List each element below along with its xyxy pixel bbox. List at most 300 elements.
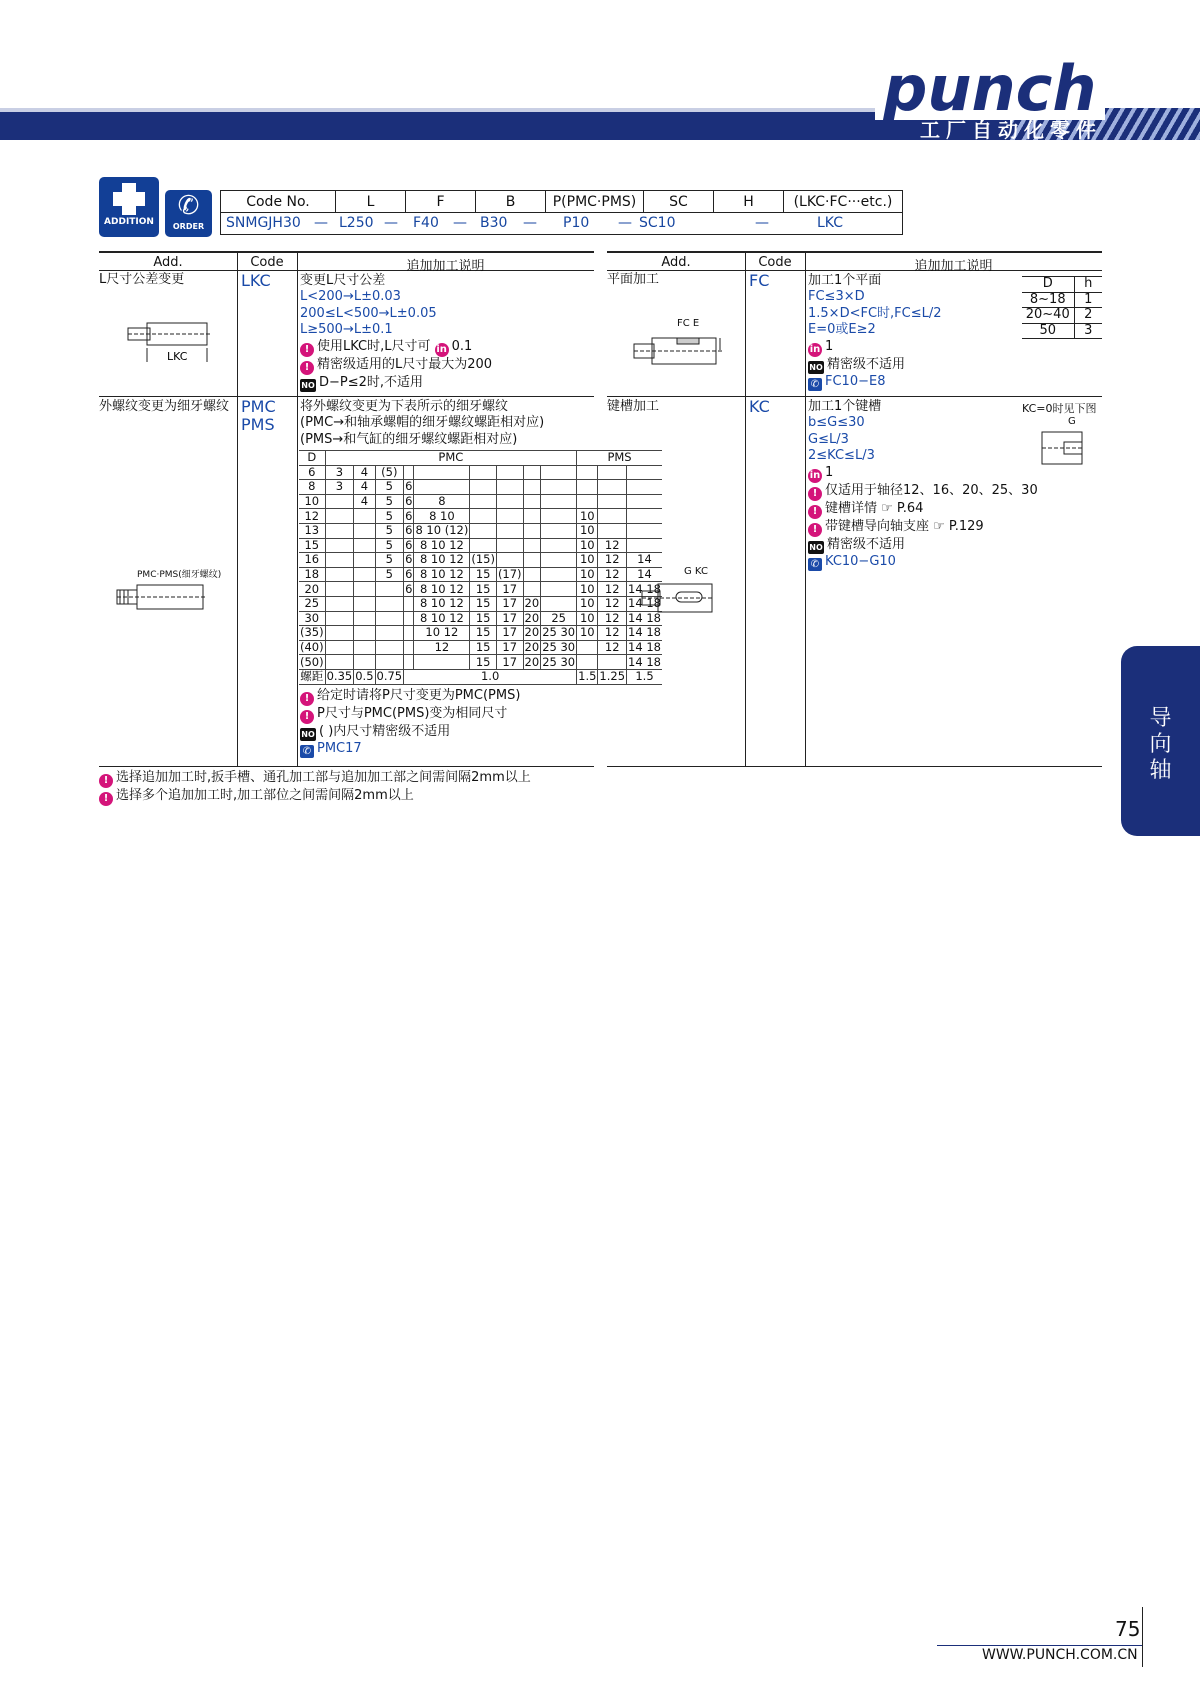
bottom-note: 选择追加加工时,扳手槽、通孔加工部与追加加工部之间需间隔2mm以上: [116, 770, 531, 785]
val-l: L250: [339, 215, 374, 231]
pmc-cell: [496, 509, 523, 524]
dh-hdr-d: D: [1022, 277, 1074, 293]
dash-4: —: [523, 215, 537, 231]
pmc-cell: 5: [375, 567, 404, 582]
kc-shaft-diagram: [640, 578, 716, 618]
caution-icon: !: [99, 774, 113, 788]
pmc-cell: 5: [375, 523, 404, 538]
pmc-cell: 4: [354, 480, 375, 495]
pmc-cell: [627, 538, 662, 553]
fc-note: 精密级不适用: [827, 356, 906, 372]
fc-name: 平面加工: [607, 272, 660, 287]
pmc-cell: 30: [299, 611, 325, 626]
left-table-header: [99, 251, 594, 274]
pmc-cell: [354, 553, 375, 568]
pmc-cell: [627, 523, 662, 538]
kc-zero-note: KC=0时见下图: [1022, 402, 1097, 415]
phone-icon: ✆: [300, 745, 314, 758]
fc-line: FC≤3×D: [808, 289, 865, 305]
pmc-cell: [404, 596, 414, 611]
dash-6: —: [755, 215, 769, 231]
pmc-cell: 10: [577, 626, 598, 641]
lkc-line: 变更L尺寸公差: [300, 273, 386, 288]
dash-2: —: [384, 215, 398, 231]
pmc-cell: (35): [300, 625, 324, 640]
kc-line: 2≤KC≤L/3: [808, 448, 875, 464]
pmc-cell: [577, 465, 598, 480]
kc-end-diagram: [1040, 428, 1084, 468]
pmc-cell: [325, 626, 354, 641]
pmc-cell: [375, 596, 404, 611]
pmc-cell: 13: [299, 523, 325, 538]
pmc-thread-table: [299, 450, 662, 685]
pmc-cell: 8 10 12: [414, 611, 470, 626]
pmc-cell: 10: [577, 582, 598, 597]
val-etc: LKC: [817, 215, 843, 231]
pmc-cell: [375, 655, 404, 670]
pmc-cell: [496, 538, 523, 553]
pmc-cell: [598, 465, 627, 480]
brand-subtitle: 工厂自动化零件: [920, 118, 1102, 142]
pmc-cell: 8 10 12: [414, 567, 470, 582]
pmc-pitch-cell: 螺距: [300, 669, 324, 684]
pmc-cell: [541, 567, 577, 582]
pmc-pitch-cell: 0.75: [376, 669, 403, 684]
pmc-cell: [627, 480, 662, 495]
pmc-cell: [414, 480, 470, 495]
pmc-cell: [325, 611, 354, 626]
caution-icon: !: [300, 710, 314, 724]
phone-icon: ✆: [177, 191, 200, 221]
pmc-cell: 10: [577, 553, 598, 568]
pmc-pitch-cell: 1.25: [599, 669, 626, 684]
pmc-cell: 6: [405, 581, 413, 596]
right-table-header: [607, 251, 1102, 274]
pms-code: PMS: [241, 415, 275, 434]
pmc-line: (PMS→和气缸的细牙螺纹螺距相对应): [300, 431, 518, 447]
in-icon: in: [809, 469, 821, 481]
pmc-row: [299, 553, 662, 568]
caution-icon: !: [99, 792, 113, 806]
pmc-cell: 14 18: [628, 654, 661, 669]
pmc-cell: [325, 655, 354, 670]
order-label: ORDER: [172, 222, 205, 231]
pmc-cell: [354, 626, 375, 641]
pmc-cell: 10: [577, 509, 598, 524]
fc-desc: [808, 273, 942, 391]
hdr-h: H: [714, 191, 784, 213]
pmc-pitch-cell: 0.5: [355, 669, 374, 684]
pmc-cell: [325, 640, 354, 655]
pmc-cell: [325, 553, 354, 568]
fc-line: 1.5×D<FC时,FC≤L/2: [808, 305, 942, 321]
pmc-hdr-pms: PMS: [577, 451, 662, 466]
divider: [805, 251, 806, 766]
pmc-row: [299, 509, 662, 524]
pmc-cell: 17: [496, 596, 523, 611]
pmc-cell: 6: [405, 523, 413, 538]
pmc-cell: (17): [497, 567, 522, 582]
pmc-cell: [577, 655, 598, 670]
pmc-cell: [470, 480, 497, 495]
pmc-cell: [354, 611, 375, 626]
dash-5: —: [618, 215, 632, 231]
pmc-cell: 10: [577, 567, 598, 582]
pmc-cell: [404, 626, 414, 641]
tab-char: 向: [1149, 732, 1172, 757]
lkc-line: L≥500→L±0.1: [300, 322, 393, 338]
pmc-cell: [404, 611, 414, 626]
pmc-cell: [354, 509, 375, 524]
pmc-desc: [300, 399, 544, 448]
caution-icon: !: [808, 487, 822, 501]
pmc-hdr-pmc: PMC: [325, 451, 577, 466]
pmc-cell: 4: [354, 494, 375, 509]
pmc-row: [299, 582, 662, 597]
hdr-code-no: Code No.: [221, 191, 336, 213]
pmc-cell: [375, 611, 404, 626]
pmc-cell: [598, 509, 627, 524]
pmc-pitch-cell: 1.0: [404, 669, 577, 684]
pmc-cell: [325, 582, 354, 597]
pmc-cell: 20: [524, 610, 540, 625]
pmc-cell: [414, 655, 470, 670]
dh-cell: 50: [1022, 323, 1074, 339]
pmc-cell: [496, 480, 523, 495]
pmc-shaft-diagram: [115, 578, 207, 618]
pmc-cell: 25: [541, 611, 577, 626]
fc-line: 加工1个平面: [808, 273, 882, 288]
pmc-cell: 15: [470, 611, 497, 626]
pmc-cell: [541, 523, 577, 538]
pmc-cell: [541, 538, 577, 553]
pmc-cell: [470, 523, 497, 538]
divider: [99, 766, 594, 767]
pmc-cell: 14 18: [628, 625, 661, 640]
pmc-cell: 15: [470, 655, 497, 670]
caution-icon: !: [300, 361, 314, 375]
pmc-cell: 14 18: [628, 640, 661, 655]
pmc-cell: [577, 480, 598, 495]
tab-char: 导: [1149, 706, 1172, 731]
pmc-cell: 15: [470, 596, 497, 611]
val-code: SNMGJH30: [226, 215, 301, 231]
caution-icon: !: [300, 343, 314, 357]
fc-note: FC10−E8: [825, 373, 886, 389]
hdr-p: P(PMC·PMS): [546, 191, 644, 213]
pmc-cell: [496, 523, 523, 538]
divider: [99, 396, 594, 397]
pmc-cell: [523, 465, 541, 480]
kc-note: 键槽详情 ☞ P.64: [825, 500, 924, 516]
kc-note: 带键槽导向轴支座 ☞ P.129: [825, 518, 984, 534]
pmc-cell: 17: [496, 640, 523, 655]
pmc-cell: 4: [354, 465, 375, 480]
pmc-cell: 14 18: [628, 596, 661, 611]
dh-cell: 20~40: [1022, 308, 1074, 324]
pmc-pitch-cell: 1.5: [578, 669, 597, 684]
fc-note: 1: [825, 338, 834, 354]
pmc-row: [299, 626, 662, 641]
pmc-cell: [627, 509, 662, 524]
pmc-cell: 12: [598, 611, 627, 626]
pmc-hdr-d: D: [299, 451, 325, 466]
caution-icon: !: [300, 692, 314, 706]
pmc-code1: PMC: [241, 397, 276, 416]
left-col-add: Add.: [153, 255, 183, 270]
pmc-cell: [496, 494, 523, 509]
pmc-cell: 16: [299, 553, 325, 568]
pmc-cell: [354, 567, 375, 582]
pmc-note: PMC17: [317, 741, 362, 756]
pmc-cell: (40): [300, 640, 324, 655]
pmc-cell: 5: [375, 553, 404, 568]
in-icon: in: [436, 343, 447, 355]
pmc-row: [299, 596, 662, 611]
right-col-add: Add.: [661, 255, 691, 270]
pmc-cell: 12: [598, 582, 627, 597]
pmc-cell: [354, 596, 375, 611]
pmc-cell: 15: [299, 538, 325, 553]
pmc-cell: 10: [577, 596, 598, 611]
pmc-cell: [523, 553, 541, 568]
pmc-cell: 5: [375, 480, 404, 495]
pmc-cell: [470, 494, 497, 509]
pmc-cell: [354, 523, 375, 538]
pmc-cell: [496, 465, 523, 480]
pmc-cell: [523, 494, 541, 509]
pmc-cell: 17: [496, 582, 523, 597]
pmc-cell: 14: [627, 553, 662, 568]
kc-diagram-label: G KC: [684, 566, 708, 577]
pmc-pitch-cell: 1.5: [627, 669, 662, 684]
pmc-cell: (15): [471, 552, 495, 567]
pmc-cell: 20: [524, 596, 540, 611]
val-f: F40: [413, 215, 439, 231]
lkc-code: LKC: [241, 271, 271, 290]
pmc-cell: 17: [496, 626, 523, 641]
website: WWW.PUNCH.COM.CN: [982, 1647, 1138, 1663]
dh-cell: 8~18: [1022, 292, 1074, 308]
pmc-cell: 6: [405, 494, 413, 509]
pmc-cell: 12: [598, 553, 627, 568]
pmc-cell: [541, 553, 577, 568]
hdr-etc: (LKC·FC···etc.): [784, 191, 903, 213]
kc-code: KC: [749, 397, 770, 416]
pmc-cell: 14 18: [628, 610, 661, 625]
addition-badge: [99, 177, 159, 237]
pmc-cell: [470, 509, 497, 524]
pmc-cell: 25 30: [542, 625, 576, 640]
pmc-cell: [598, 523, 627, 538]
val-sc: SC10: [639, 215, 676, 231]
pmc-cell: [325, 509, 354, 524]
pmc-cell: 6: [405, 537, 413, 552]
pmc-cell: 12: [598, 596, 627, 611]
lkc-note-val: 0.1: [451, 338, 473, 354]
kc-line: 加工1个键槽: [808, 399, 882, 414]
val-b: B30: [480, 215, 508, 231]
phone-icon: ✆: [808, 378, 822, 391]
pmc-cell: [325, 596, 354, 611]
pmc-row: [299, 640, 662, 655]
pmc-cell: [325, 538, 354, 553]
hdr-sc: SC: [644, 191, 714, 213]
pmc-cell: 15: [470, 626, 497, 641]
dash-3: —: [453, 215, 467, 231]
pmc-row: [299, 611, 662, 626]
no-icon: NO: [809, 542, 823, 552]
pmc-row: [299, 494, 662, 509]
divider: [745, 251, 746, 766]
pmc-cell: 12: [414, 640, 470, 655]
pmc-cell: [354, 640, 375, 655]
pmc-cell: [354, 582, 375, 597]
divider: [297, 251, 298, 766]
pmc-cell: 10: [577, 611, 598, 626]
pmc-cell: 12: [299, 509, 325, 524]
pmc-cell: [470, 465, 497, 480]
punch-logo: [875, 55, 1105, 120]
lkc-label: LKC: [167, 350, 188, 363]
pmc-cell: 25 30: [542, 654, 576, 669]
pmc-cell: [404, 640, 414, 655]
pmc-cell: 14 18: [628, 581, 661, 596]
pmc-cell: 12: [598, 640, 627, 655]
pmc-cell: [541, 582, 577, 597]
pmc-name: 外螺纹变更为细牙螺纹: [99, 399, 230, 414]
pmc-cell: 8 10: [414, 509, 470, 524]
divider: [607, 396, 1102, 397]
bottom-note: 选择多个追加加工时,加工部位之间需间隔2mm以上: [116, 788, 414, 803]
pmc-cell: [577, 640, 598, 655]
pmc-cell: [523, 567, 541, 582]
hdr-f: F: [406, 191, 476, 213]
right-col-code: Code: [758, 255, 792, 270]
pmc-cell: [375, 640, 404, 655]
pmc-cell: 8 10 (12): [415, 523, 469, 538]
pmc-cell: [523, 480, 541, 495]
pmc-cell: [325, 523, 354, 538]
pmc-cell: 20: [524, 625, 540, 640]
pmc-row: [299, 523, 662, 538]
divider: [237, 251, 238, 766]
footer-divider: [1142, 1607, 1143, 1667]
pmc-cell: 8 10 12: [414, 553, 470, 568]
hdr-l: L: [336, 191, 406, 213]
side-tab-guide-shaft[interactable]: [1121, 646, 1200, 836]
order-code-table: [220, 190, 903, 235]
dh-cell: 2: [1074, 308, 1102, 324]
logo-text: punch: [883, 55, 1097, 120]
lkc-line: L<200→L±0.03: [300, 289, 401, 305]
pmc-cell: [523, 509, 541, 524]
pmc-cell: 17: [496, 655, 523, 670]
kc-line: b≤G≤30: [808, 415, 865, 431]
pmc-cell: 6: [405, 508, 413, 523]
pmc-pitch-row: [299, 669, 662, 684]
caution-icon: !: [808, 505, 822, 519]
kc-note: 1: [825, 464, 834, 480]
page-number: 75: [1115, 1617, 1141, 1641]
pmc-cell: [375, 626, 404, 641]
pmc-cell: 3: [325, 465, 354, 480]
pmc-cell: 20: [524, 640, 540, 655]
pmc-cell: 15: [470, 640, 497, 655]
dh-cell: 3: [1074, 323, 1102, 339]
pmc-cell: 10 12: [414, 626, 470, 641]
pmc-row: [299, 567, 662, 582]
pmc-cell: 8 10 12: [414, 596, 470, 611]
left-col-desc: 追加加工说明: [406, 259, 485, 274]
pmc-cell: 5: [375, 538, 404, 553]
pmc-cell: [541, 494, 577, 509]
val-p: P10: [563, 215, 590, 231]
pmc-cell: [627, 465, 662, 480]
pmc-note: 给定时请将P尺寸变更为PMC(PMS): [317, 688, 521, 703]
lkc-note: D−P≤2时,不适用: [319, 374, 424, 390]
dh-cell: 1: [1074, 292, 1102, 308]
fc-line: E=0或E≥2: [808, 322, 876, 338]
pmc-cell: 15: [470, 567, 497, 582]
pmc-cell: 6: [405, 567, 413, 582]
fc-d-h-table: [1022, 276, 1102, 339]
pmc-cell: [354, 538, 375, 553]
pmc-cell: 3: [325, 480, 354, 495]
pmc-cell: [375, 582, 404, 597]
pmc-cell: 12: [598, 567, 627, 582]
pmc-cell: [523, 582, 541, 597]
pmc-cell: [404, 465, 414, 480]
pmc-cell: [523, 523, 541, 538]
pmc-cell: 5: [375, 494, 404, 509]
pmc-note: P尺寸与PMC(PMS)变为相同尺寸: [317, 706, 508, 721]
lkc-note: 精密级适用的L尺寸最大为200: [317, 356, 493, 372]
pmc-cell: [598, 494, 627, 509]
dh-hdr-h: h: [1074, 277, 1102, 293]
pmc-row: [299, 480, 662, 495]
fc-code: FC: [749, 271, 770, 290]
bottom-notes: [99, 770, 531, 806]
pmc-row: [299, 465, 662, 480]
tab-char: 轴: [1149, 758, 1172, 783]
pmc-notes: [300, 688, 520, 758]
fc-diagram-label: FC E: [677, 318, 700, 329]
kc-g-label: G: [1068, 416, 1076, 427]
pmc-cell: 8 10 12: [414, 582, 470, 597]
pmc-note: ( )内尺寸精密级不适用: [319, 724, 451, 739]
pmc-cell: (5): [375, 465, 404, 480]
pmc-cell: 10: [577, 523, 598, 538]
pmc-cell: [598, 655, 627, 670]
divider: [607, 766, 1102, 767]
pmc-cell: [404, 655, 414, 670]
pmc-code: [241, 398, 276, 434]
pmc-cell: 10: [577, 538, 598, 553]
pmc-cell: 20: [299, 582, 325, 597]
pmc-cell: 20: [524, 654, 540, 669]
lkc-line: 200≤L<500→L±0.05: [300, 305, 437, 321]
pmc-cell: [470, 538, 497, 553]
lkc-shaft-diagram: [125, 318, 215, 364]
right-col-desc: 追加加工说明: [914, 259, 993, 274]
pmc-cell: 12: [598, 538, 627, 553]
kc-desc: [808, 399, 1038, 571]
pmc-cell: [598, 480, 627, 495]
pmc-cell: [325, 567, 354, 582]
pmc-cell: 17: [496, 611, 523, 626]
kc-note: KC10−G10: [825, 553, 896, 569]
